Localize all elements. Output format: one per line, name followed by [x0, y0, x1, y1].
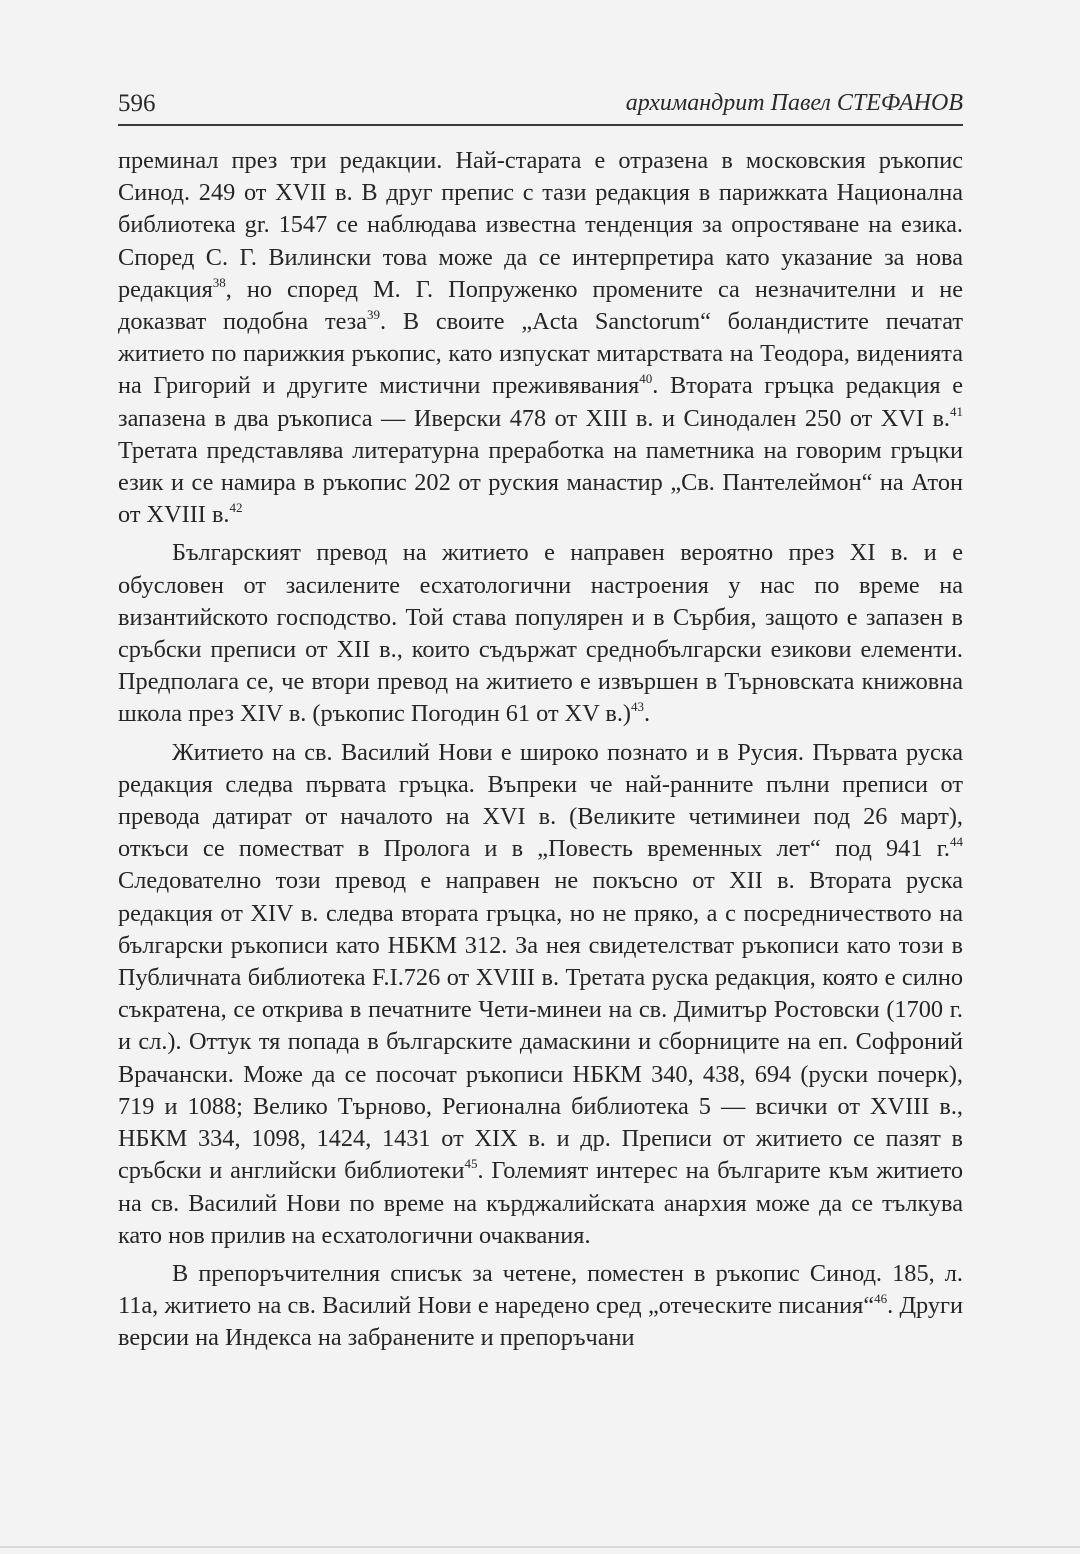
body-text [118, 145, 963, 1355]
page-header [118, 88, 963, 126]
footnote-marker: 39 [367, 307, 381, 323]
footnote-marker: 38 [212, 274, 226, 290]
text-run: , но според М. Г. Попруженко промените са незначителни и не доказват подобна теза [118, 275, 963, 336]
text-run: . [644, 700, 651, 728]
text-run: преминал през три редакции. Най-старата е отразена в московския ръкопис Синод. 249 от XVII в. В друг препис с тази редакция в парижката Национална библиотека gr. 1547 се наблюдава известна тенденция за опростяване на езика. Според С. Г. Вилински това може да се интерпретира като указание за нова редакция [118, 147, 963, 303]
text-run: . Големият интерес на българите към житието на св. Василий Нови по време на кърджалийската анархия може да се тълкува като нов прилив на есхатологични очаквания. [118, 1157, 963, 1249]
footnote-marker: 41 [950, 403, 963, 419]
text-run: Третата представлява литературна преработка на паметника на говорим гръцки език и се намира в ръкопис 202 от руския манастир „Св. Пантелеймон“ на Атон от XVIII в. [118, 436, 963, 529]
paragraph-1 [118, 145, 963, 531]
text-run: Следователно този превод е направен не покъсно от XII в. Втората руска редакция от XIV в. следва втората гръцка, но не пряко, а с посредничеството на български ръкописи като НБКМ 312. За нея свидетелстват ръкописи като този в Публичната библиотека F.I.726 от XVIII в. Третата руска редакция, която е силно съкратена, се открива в печатните Чети-минеи на св. Димитър Ростовски (1700 г. и сл.). Оттук тя попада в българските дамаскини и сборниците на еп. Софроний Врачански. Може да се посочат ръкописи НБКМ 340, 438, 694 (руски почерк), 719 и 1088; Велико Търново, Регионална библиотека 5 — всички от XVIII в., НБКМ 334, 1098, 1424, 1431 от XIX в. и др. Преписи от житието се пазят в сръбски и английски библиотеки [118, 867, 963, 1185]
footnote-marker: 43 [631, 699, 645, 715]
bottom-edge [0, 1546, 1080, 1548]
footnote-marker: 42 [229, 500, 243, 516]
running-head: архимандрит Павел СТЕФАНОВ [625, 90, 963, 116]
text-run: Българският превод на житието е направен вероятно през XI в. и е обусловен от засилените есхатологични настроения у нас по време на византийското господство. Той става популярен и в Сърбия, защото е запазен в сръбски преписи от XII в., които съдържат среднобългарски езикови елементи. Предполага се, че втори превод на житието е извършен в Търновската книжовна школа през XIV в. (ръкопис Погодин 61 от XV в.) [118, 539, 963, 728]
paragraph-2 [118, 537, 963, 730]
paragraph-4 [118, 1258, 963, 1355]
text-run: В препоръчителния списък за четене, поместен в ръкопис Синод. 185, л. 11а, житието на св. Василий Нови е наредено сред „отеческите писания“ [118, 1259, 963, 1320]
text-run: . Други версии на Индекса на забранените и препоръчани [118, 1292, 963, 1352]
paragraph-3 [118, 737, 963, 1252]
text-run: . Втората гръцка редакция е запазена в два ръкописа — Иверски 478 от XIII в. и Синодален 250 от XVI в. [118, 372, 963, 432]
text-run: . В своите „Acta Sanctorum“ боландистите печатат житието по парижкия ръкопис, като изпускат митарствата на Теодора, виденията на Григорий и другите мистични преживявания [118, 308, 963, 400]
footnote-marker: 45 [464, 1156, 478, 1172]
footnote-marker: 46 [874, 1291, 888, 1307]
footnote-marker: 40 [639, 371, 653, 387]
footnote-marker: 44 [950, 834, 963, 850]
page-number: 596 [118, 90, 156, 117]
text-run: Житието на св. Василий Нови е широко познато и в Русия. Първата руска редакция следва първата гръцка. Въпреки че най-ранните пълни преписи от превода датират от началото на XVI в. (Великите четиминеи под 26 март), откъси се поместват в Пролога и в „Повесть временных лет“ под 941 г. [118, 738, 963, 863]
